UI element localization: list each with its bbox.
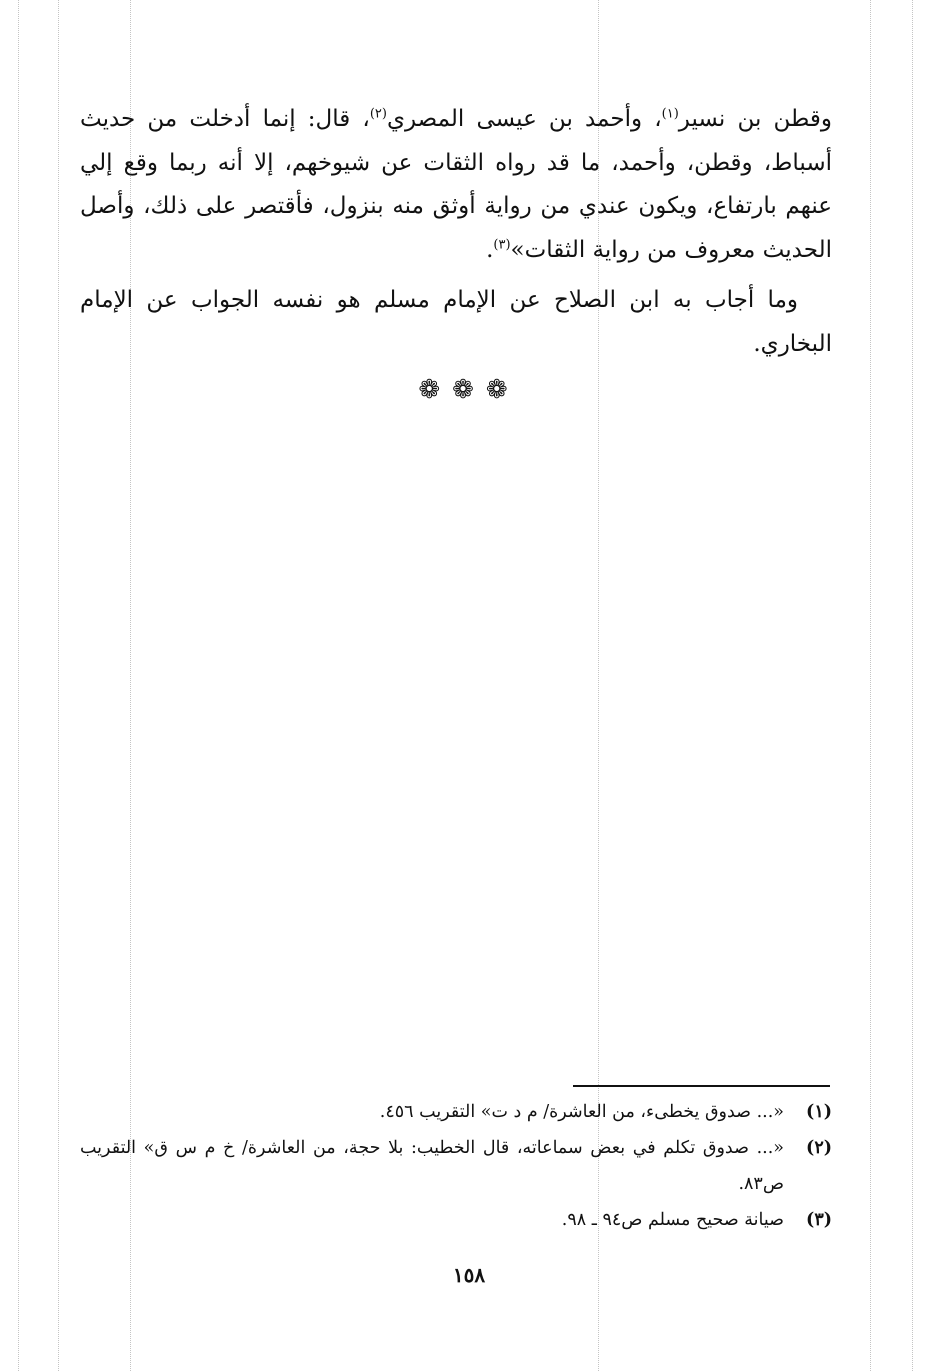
footnote-number: (١) — [806, 1102, 832, 1122]
scan-artifact-line — [18, 0, 19, 1371]
text-run: وقطن بن نسير — [678, 106, 832, 132]
footnote-ref-3[interactable]: (٣) — [493, 236, 511, 252]
footnote-number: (٣) — [806, 1210, 832, 1230]
footnote-number: (٢) — [806, 1138, 832, 1158]
paragraph-1 — [80, 98, 832, 272]
footnote-text: «... صدوق يخطىء، من العاشرة/ م د ت» التقريب ٤٥٦. — [379, 1102, 784, 1122]
scan-artifact-line — [912, 0, 913, 1371]
text-run: . — [486, 236, 494, 263]
paragraph-2: وما أجاب به ابن الصلاح عن الإمام مسلم هو نفسه الجواب عن الإمام البخاري. — [80, 287, 832, 357]
text-run: ، قال: إنما أدخلت من حديث أسباط، وقطن، وأحمد، ما قد رواه الثقات عن شيوخهم، إلا أنه ربما وقع إلي عنهم بارتفاع، ويكون عندي من رواية أوثق منه بنزول، فأقتصر على ذلك، وأصل الحديث معروف من رواية الثقات» — [80, 106, 832, 263]
footnote-3 — [80, 1202, 832, 1238]
footnote-text: صيانة صحيح مسلم ص٩٤ ـ ٩٨. — [561, 1210, 784, 1230]
footnote-1 — [80, 1094, 832, 1130]
body-text — [80, 98, 832, 366]
footnote-ref-1[interactable]: (١) — [661, 106, 679, 122]
footnote-text: «... صدوق تكلم في بعض سماعاته، قال الخطيب: بلا حجة، من العاشرة/ خ م س ق» التقريب ص٨٣. — [80, 1138, 784, 1194]
page-number: ١٥٨ — [452, 1263, 486, 1287]
footnote-ref-2[interactable]: (٢) — [369, 106, 387, 122]
scan-artifact-line — [58, 0, 59, 1371]
footnote-separator — [573, 1085, 830, 1087]
footnote-2 — [80, 1130, 832, 1202]
text-run: ، وأحمد بن عيسى المصري — [386, 106, 662, 132]
section-divider-ornament: ❁❁❁ — [418, 375, 520, 405]
footnotes — [80, 1094, 832, 1238]
scan-artifact-line — [870, 0, 871, 1371]
